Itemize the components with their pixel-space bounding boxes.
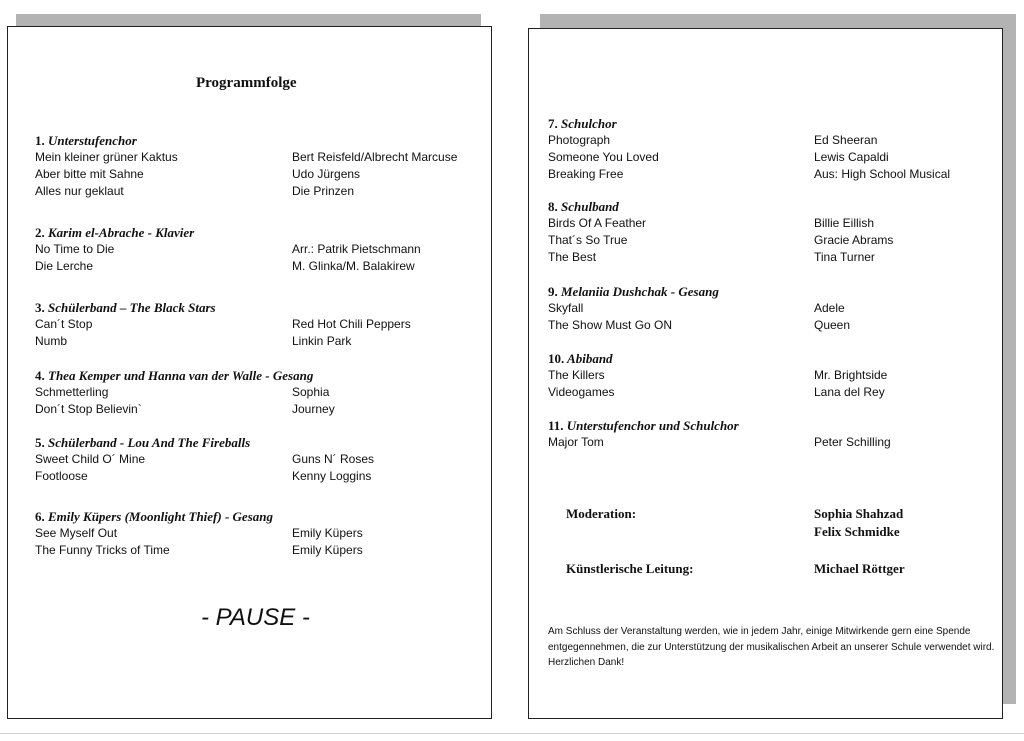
section-heading (35, 434, 518, 451)
song-title: Alles nur geklaut (35, 183, 124, 198)
song-artist: Lewis Capaldi (814, 149, 889, 164)
program-section (548, 417, 1021, 451)
artistic-lead-name: Michael Röttger (814, 561, 905, 576)
right-page (528, 28, 1003, 719)
program-item (548, 132, 1021, 149)
section-number: 10. (548, 351, 565, 366)
song-title: Aber bitte mit Sahne (35, 166, 144, 181)
song-title: Mein kleiner grüner Kaktus (35, 150, 178, 164)
song-artist: Peter Schilling (814, 435, 891, 449)
section-number: 9. (548, 284, 558, 299)
song-title: Footloose (35, 468, 88, 483)
section-heading (35, 132, 518, 149)
song-title: Breaking Free (548, 166, 624, 181)
song-title: The Show Must Go ON (548, 317, 673, 332)
bottom-divider (0, 733, 1024, 734)
section-number: 7. (548, 116, 558, 131)
section-title: Schülerband - Lou And The Fireballs (48, 435, 251, 450)
section-heading (35, 224, 518, 241)
song-artist: Mr. Brightside (814, 368, 888, 382)
program-item (548, 232, 1021, 249)
section-title: Schulband (561, 199, 619, 214)
song-title: See Myself Out (35, 526, 118, 540)
song-artist: Ed Sheeran (814, 133, 878, 147)
section-heading (35, 299, 518, 316)
song-artist: Kenny Loggins (292, 468, 372, 483)
song-title: The Best (548, 249, 597, 264)
song-artist: Lana del Rey (814, 384, 885, 399)
song-artist: M. Glinka/M. Balakirew (292, 258, 415, 273)
section-number: 4. (35, 368, 45, 383)
section-heading (548, 198, 1021, 215)
section-heading (35, 367, 518, 384)
song-title: Birds Of A Feather (548, 216, 647, 230)
left-page (7, 26, 492, 719)
section-number: 8. (548, 199, 558, 214)
program-item (35, 166, 518, 183)
song-artist: Emily Küpers (292, 526, 363, 540)
program-item (548, 249, 1021, 266)
program-section (548, 350, 1021, 401)
program-section (35, 299, 518, 350)
section-number: 2. (35, 225, 45, 240)
program-section (35, 224, 518, 275)
pause-label: - PAUSE - (201, 604, 310, 631)
song-artist: Emily Küpers (292, 542, 363, 557)
section-title: Unterstufenchor und Schulchor (566, 418, 739, 433)
program-item (548, 367, 1021, 384)
section-title: Schulchor (561, 116, 617, 131)
program-item (35, 525, 518, 542)
program-item (35, 258, 518, 275)
song-artist: Gracie Abrams (814, 232, 894, 247)
song-artist: Adele (814, 301, 845, 315)
donation-note: Am Schluss der Veranstaltung werden, wie in jedem Jahr, einige Mitwirkende gern eine Spende entgegennehmen, die zur Unterstützung der musikalischen Arbeit an unserer Schule verwendet wird. (548, 626, 995, 653)
section-heading (548, 350, 1021, 367)
section-number: 1. (35, 133, 45, 148)
program-section (35, 434, 518, 485)
program-item (548, 384, 1021, 401)
program-section (548, 115, 1021, 182)
program-item (548, 166, 1021, 183)
song-artist: Journey (292, 401, 335, 416)
section-heading (548, 417, 1021, 434)
page-title: Programmfolge (196, 75, 297, 91)
song-artist: Billie Eillish (814, 216, 875, 230)
song-title: Skyfall (548, 301, 584, 315)
section-number: 5. (35, 435, 45, 450)
program-item (35, 241, 518, 258)
song-title: Videogames (548, 384, 615, 399)
section-title: Abiband (567, 351, 613, 366)
closing-note (548, 624, 996, 671)
program-item (35, 333, 518, 350)
song-title: Die Lerche (35, 258, 94, 273)
program-item (548, 300, 1021, 317)
program-item (35, 451, 518, 468)
section-title: Schülerband – The Black Stars (48, 300, 216, 315)
song-title: No Time to Die (35, 242, 115, 256)
program-section (548, 283, 1021, 334)
right-page-shadow-top (540, 14, 1016, 28)
song-artist: Udo Jürgens (292, 166, 361, 181)
section-heading (548, 115, 1021, 132)
thanks-note: Herzlichen Dank! (548, 657, 625, 668)
moderation-label: Moderation: (566, 506, 637, 521)
artistic-lead-label: Künstlerische Leitung: (566, 561, 694, 576)
song-title: That´s So True (548, 232, 628, 247)
program-item (35, 384, 518, 401)
section-title: Karim el-Abrache - Klavier (48, 225, 195, 240)
song-artist: Die Prinzen (292, 183, 355, 198)
song-artist: Guns N´ Roses (292, 452, 375, 466)
song-artist: Bert Reisfeld/Albrecht Marcuse (292, 150, 458, 164)
section-number: 11. (548, 418, 564, 433)
song-title: Photograph (548, 133, 611, 147)
song-title: Sweet Child O´ Mine (35, 452, 146, 466)
song-title: The Killers (548, 368, 605, 382)
program-item (548, 149, 1021, 166)
song-title: Can´t Stop (35, 317, 93, 331)
song-artist: Queen (814, 317, 851, 332)
program-item (548, 215, 1021, 232)
song-title: Don´t Stop Believin` (35, 401, 142, 416)
section-number: 6. (35, 509, 45, 524)
program-item (35, 149, 518, 166)
program-item (35, 401, 518, 418)
program-item (35, 183, 518, 200)
song-title: The Funny Tricks of Time (35, 542, 170, 557)
section-number: 3. (35, 300, 45, 315)
program-item (35, 542, 518, 559)
program-section (35, 367, 518, 418)
section-title: Emily Küpers (Moonlight Thief) - Gesang (48, 509, 273, 524)
section-heading (548, 283, 1021, 300)
section-title: Melaniia Dushchak - Gesang (561, 284, 719, 299)
section-title: Thea Kemper und Hanna van der Walle - Gesang (48, 368, 314, 383)
program-section (548, 198, 1021, 265)
program-item (35, 468, 518, 485)
song-artist: Aus: High School Musical (814, 166, 951, 181)
section-title: Unterstufenchor (48, 133, 137, 148)
song-title: Major Tom (548, 435, 604, 449)
program-item (548, 317, 1021, 334)
program-section (35, 508, 518, 559)
song-artist: Tina Turner (814, 249, 875, 264)
song-artist: Linkin Park (292, 333, 352, 348)
moderator-name-1: Sophia Shahzad (814, 506, 904, 521)
song-artist: Arr.: Patrik Pietschmann (292, 242, 421, 256)
program-section (35, 132, 518, 199)
moderator-name-2: Felix Schmidke (814, 524, 900, 539)
song-title: Schmetterling (35, 385, 109, 399)
section-heading (35, 508, 518, 525)
song-artist: Sophia (292, 385, 330, 399)
program-item (35, 316, 518, 333)
song-title: Numb (35, 333, 68, 348)
program-item (548, 434, 1021, 451)
song-title: Someone You Loved (548, 149, 659, 164)
song-artist: Red Hot Chili Peppers (292, 317, 411, 331)
